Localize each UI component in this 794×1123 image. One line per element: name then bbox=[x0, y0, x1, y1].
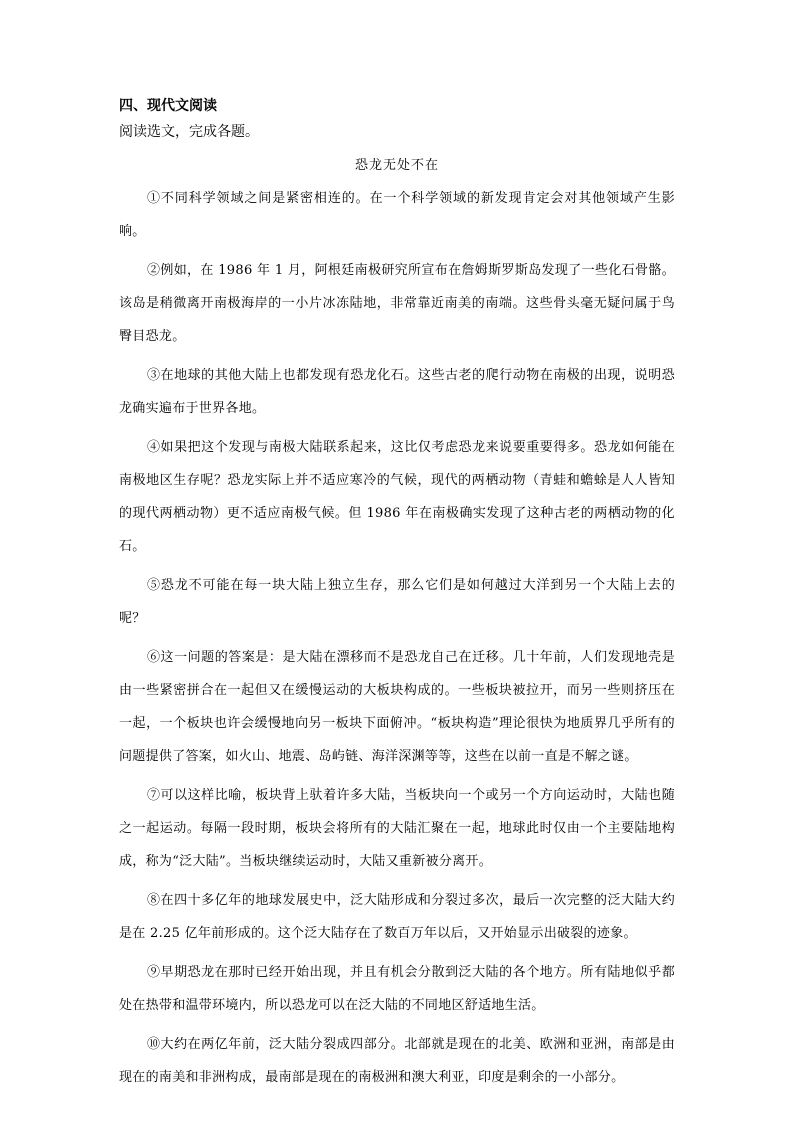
paragraph-4: ④如果把这个发现与南极大陆联系起来，这比仅考虑恐龙来说要重要得多。恐龙如何能在南极地区生存呢？恐龙实际上并不适应寒冷的气候，现代的两栖动物（青蛙和蟾蜍是人人皆知的现代两栖动物）更不适应南极气候。但 1986 年在南极确实发现了这种古老的两栖动物的化石。 bbox=[119, 440, 675, 554]
paragraph-8: ⑧在四十多亿年的地球发展史中，泛大陆形成和分裂过多次，最后一次完整的泛大陆大约是在 2.25 亿年前形成的。这个泛大陆存在了数百万年以后，又开始显示出破裂的迹象。 bbox=[119, 893, 675, 941]
paragraph-1: ①不同科学领域之间是紧密相连的。在一个科学领域的新发现肯定会对其他领域产生影响。 bbox=[119, 191, 675, 239]
paragraph-6: ⑥这一问题的答案是：是大陆在漂移而不是恐龙自己在迁移。几十年前，人们发现地壳是由一些紧密拼合在一起但又在缓慢运动的大板块构成的。一些板块被拉开，而另一些则挤压在一起，一个板块也许会缓慢地向另一板块下面俯冲。“板块构造”理论很快为地质界几乎所有的问题提供了答案，如火山、地震、岛屿链、海洋深渊等等，这些在以前一直是不解之谜。 bbox=[119, 650, 675, 764]
paragraph-10: ⑩大约在两亿年前，泛大陆分裂成四部分。北部就是现在的北美、欧洲和亚洲，南部是由现在的南美和非洲构成，最南部是现在的南极洲和澳大利亚，印度是剩余的一小部分。 bbox=[119, 1037, 675, 1085]
article-title: 恐龙无处不在 bbox=[354, 158, 439, 173]
reading-instruction: 阅读选文，完成各题。 bbox=[119, 124, 259, 140]
paragraph-2: ②例如，在 1986 年 1 月，阿根廷南极研究所宣布在詹姆斯罗斯岛发现了一些化石骨骼。该岛是稍微离开南极海岸的一小片冰冻陆地，非常靠近南美的南端。这些骨头毫无疑问属于鸟臀目恐龙。 bbox=[119, 263, 675, 344]
paragraph-5: ⑤恐龙不可能在每一块大陆上独立生存，那么它们是如何越过大洋到另一个大陆上去的呢？ bbox=[119, 578, 675, 626]
article-body bbox=[119, 182, 675, 1100]
paragraph-3: ③在地球的其他大陆上也都发现有恐龙化石。这些古老的爬行动物在南极的出现，说明恐龙确实遍布于世界各地。 bbox=[119, 368, 675, 416]
paragraph-7: ⑦可以这样比喻，板块背上驮着许多大陆，当板块向一个或另一个方向运动时，大陆也随之一起运动。每隔一段时期，板块会将所有的大陆汇聚在一起，地球此时仅由一个主要陆地构成，称为“泛大陆”。当板块继续运动时，大陆又重新被分离开。 bbox=[119, 788, 675, 869]
section-title: 四、现代文阅读 bbox=[119, 98, 217, 114]
paragraph-9: ⑨早期恐龙在那时已经开始出现，并且有机会分散到泛大陆的各个地方。所有陆地似乎都处在热带和温带环境内，所以恐龙可以在泛大陆的不同地区舒适地生活。 bbox=[119, 965, 675, 1013]
